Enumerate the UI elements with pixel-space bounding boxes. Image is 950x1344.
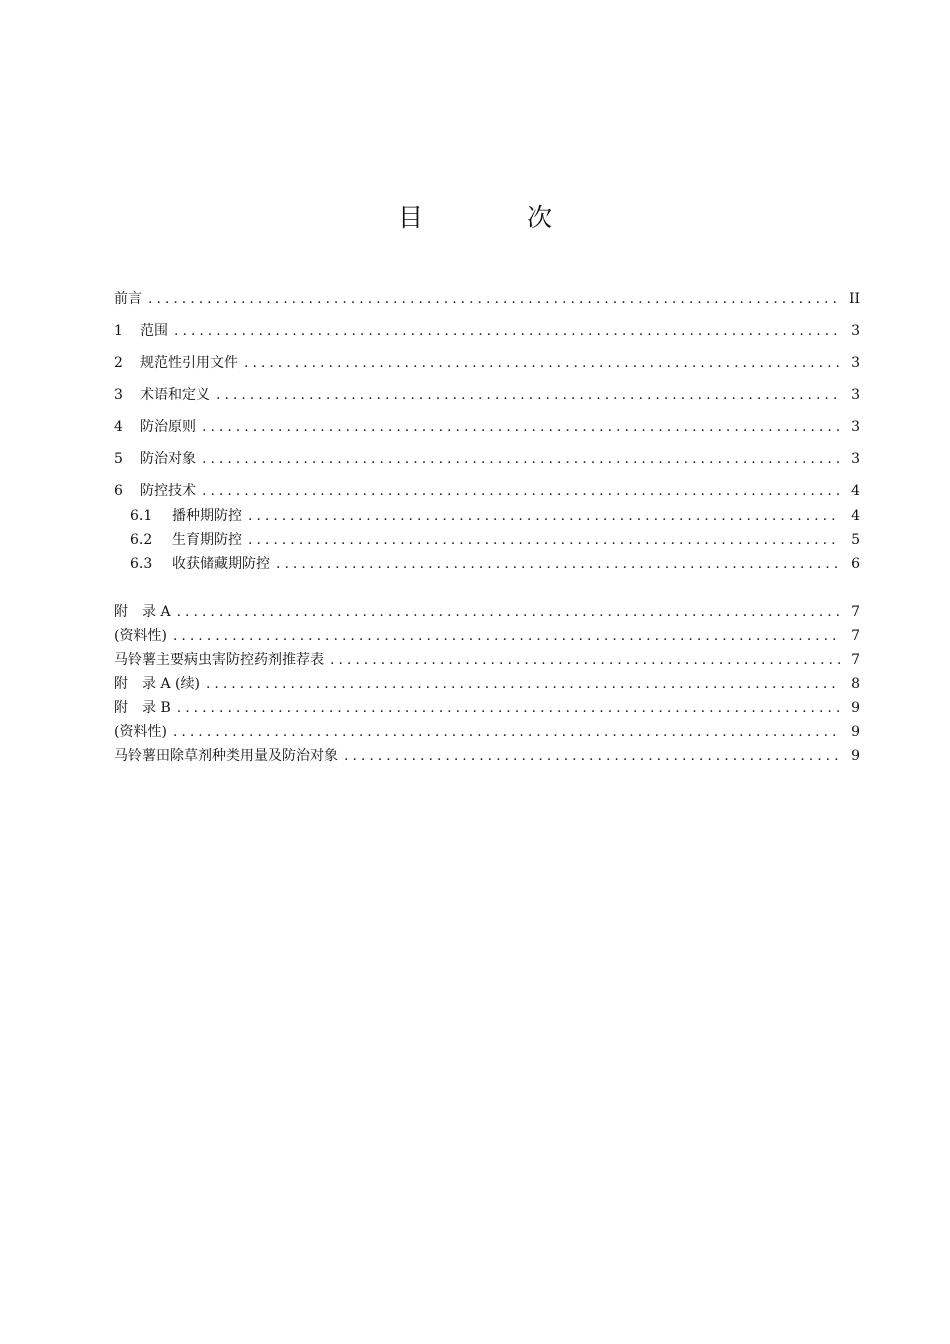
dot-leader xyxy=(244,353,840,373)
toc-entry-page: 3 xyxy=(851,323,860,339)
toc-entry-2[interactable] xyxy=(114,353,860,373)
toc-entry-page: 7 xyxy=(851,628,860,644)
toc-entry-label: 防治对象 xyxy=(140,451,196,467)
toc-entry-label: 术语和定义 xyxy=(140,387,210,403)
toc-entry-number: 2 xyxy=(114,355,123,371)
toc-entry-6[interactable] xyxy=(114,481,860,501)
toc-entry-label: 生育期防控 xyxy=(172,532,242,548)
toc-entry-number: 1 xyxy=(114,323,123,339)
toc-entry-6-3[interactable] xyxy=(130,554,860,574)
toc-entry-3[interactable] xyxy=(114,385,860,405)
toc-entry-page: 9 xyxy=(851,724,860,740)
toc-entry-4[interactable] xyxy=(114,417,860,437)
toc-entry-page: 3 xyxy=(851,451,860,467)
toc-entry-label: 马铃薯田除草剂种类用量及防治对象 xyxy=(114,748,338,764)
dot-leader xyxy=(248,530,840,550)
toc-entry-page: 7 xyxy=(851,652,860,668)
toc-entry-page: 9 xyxy=(851,748,860,764)
toc-entry-page: 8 xyxy=(851,676,860,692)
toc-entry-number: 3 xyxy=(114,387,123,403)
toc-entry-1[interactable] xyxy=(114,321,860,341)
toc-entry-label: 收获储藏期防控 xyxy=(172,556,270,572)
toc-entry-page: 7 xyxy=(851,604,860,620)
dot-leader xyxy=(276,554,840,574)
dot-leader xyxy=(174,321,840,341)
toc-entry-appendix-a[interactable] xyxy=(114,602,860,622)
toc-entry-number: 6.3 xyxy=(130,556,153,572)
toc-entry-number: 6.2 xyxy=(130,532,153,548)
toc-entry-label: 防治原则 xyxy=(140,419,196,435)
dot-leader xyxy=(330,650,840,670)
toc-entry-label: (资料性) xyxy=(114,628,167,644)
dot-leader xyxy=(177,602,840,622)
toc-entry-page: 3 xyxy=(851,387,860,403)
toc-entry-appendix-b[interactable] xyxy=(114,698,860,718)
dot-leader xyxy=(344,746,840,766)
toc-entry-page: 5 xyxy=(851,532,860,548)
toc-entry-appendix-b-title[interactable] xyxy=(114,746,860,766)
dot-leader xyxy=(177,698,840,718)
toc-entry-number: 4 xyxy=(114,419,123,435)
toc-entry-number: 6 xyxy=(114,483,123,499)
toc-entry-label: (资料性) xyxy=(114,724,167,740)
toc-entry-page: 3 xyxy=(851,355,860,371)
toc-entry-label: 范围 xyxy=(140,323,168,339)
toc-entry-6-1[interactable] xyxy=(130,506,860,526)
toc-entry-label: 马铃薯主要病虫害防控药剂推荐表 xyxy=(114,652,324,668)
page-title: 目 次 xyxy=(398,203,600,232)
dot-leader xyxy=(173,722,840,742)
toc-entry-number: 5 xyxy=(114,451,123,467)
dot-leader xyxy=(206,674,840,694)
toc-entry-page: 4 xyxy=(851,483,860,499)
toc-entry-appendix-a-nature[interactable] xyxy=(114,626,860,646)
dot-leader xyxy=(216,385,840,405)
dot-leader xyxy=(202,449,840,469)
toc-entry-appendix-a-title[interactable] xyxy=(114,650,860,670)
toc-entry-label: 播种期防控 xyxy=(172,508,242,524)
toc-entry-page: 3 xyxy=(851,419,860,435)
toc-entry-label: 附 录 B xyxy=(114,700,171,716)
toc-entry-page: 6 xyxy=(851,556,860,572)
toc-entry-foreword[interactable] xyxy=(114,289,860,309)
toc-entry-page: II xyxy=(848,291,860,307)
toc-entry-label: 防控技术 xyxy=(140,483,196,499)
toc-entry-label: 前言 xyxy=(114,291,142,307)
toc-entry-number: 6.1 xyxy=(130,508,153,524)
dot-leader xyxy=(248,506,840,526)
toc-entry-appendix-b-nature[interactable] xyxy=(114,722,860,742)
toc-entry-label: 附 录 A (续) xyxy=(114,676,200,692)
dot-leader xyxy=(202,481,840,501)
dot-leader xyxy=(202,417,840,437)
toc-entry-appendix-a-cont[interactable] xyxy=(114,674,860,694)
toc-entry-5[interactable] xyxy=(114,449,860,469)
toc-entry-label: 附 录 A xyxy=(114,604,171,620)
dot-leader xyxy=(173,626,840,646)
toc-entry-label: 规范性引用文件 xyxy=(140,355,238,371)
dot-leader xyxy=(148,289,840,309)
toc-entry-6-2[interactable] xyxy=(130,530,860,550)
toc-entry-page: 9 xyxy=(851,700,860,716)
toc-entry-page: 4 xyxy=(851,508,860,524)
